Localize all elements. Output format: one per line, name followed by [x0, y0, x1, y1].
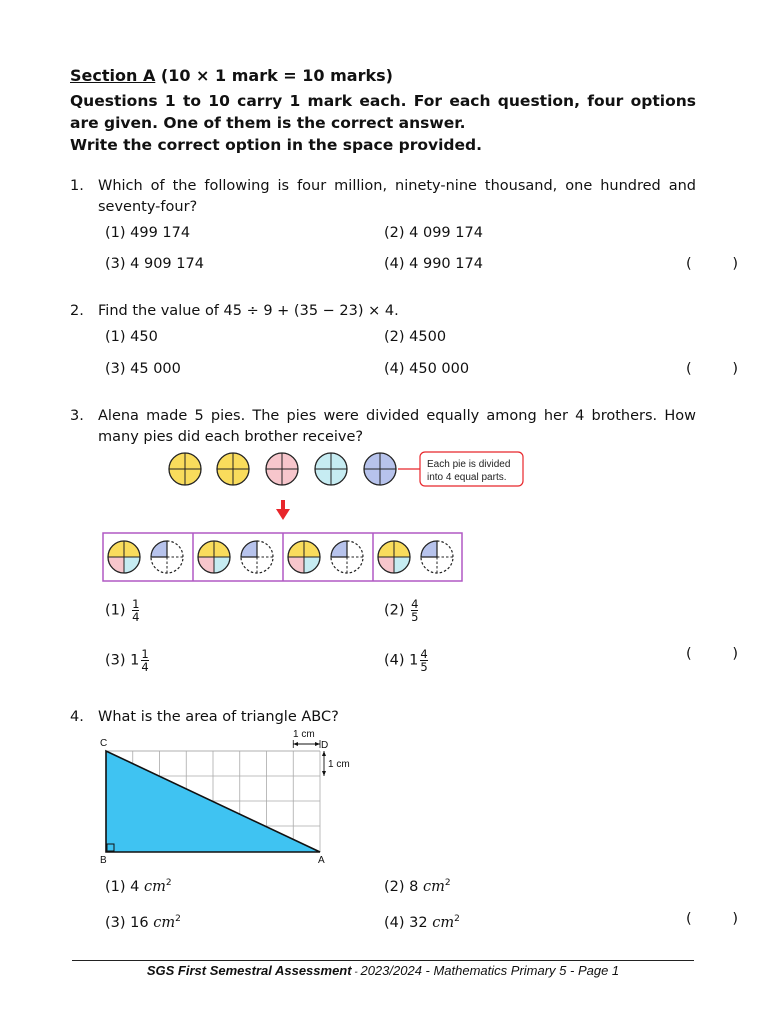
option-value: 16: [130, 915, 149, 931]
denominator: 5: [411, 610, 419, 624]
fraction: [411, 598, 418, 623]
q1-option-1: (1) 499 174: [105, 225, 191, 241]
unit: cm: [144, 879, 166, 895]
question-3: [70, 406, 696, 450]
whole-number: 1: [130, 652, 140, 669]
section-marks: (10 × 1 mark = 10 marks): [160, 66, 393, 85]
section-title: Section A: [70, 66, 156, 85]
pie-whole-blue: [364, 453, 396, 485]
vertex-label-d: D: [321, 740, 329, 751]
exponent: 2: [175, 914, 181, 924]
option-label: (4): [384, 915, 405, 931]
question-2: [70, 301, 696, 325]
option-label: (4): [384, 652, 405, 669]
close-bracket: ): [732, 646, 738, 662]
open-bracket: (: [686, 646, 692, 662]
vertex-label-c: C: [100, 738, 108, 749]
numerator: 4: [411, 597, 419, 611]
q4-option-2: [384, 878, 451, 895]
unit: cm: [153, 915, 176, 931]
q2-option-2: (2) 4500: [384, 329, 447, 345]
brother-share: [198, 541, 273, 573]
denominator: 5: [420, 660, 428, 674]
option-label: (2): [384, 602, 405, 619]
question-text: Which of the following is four million, ninety-nine thousand, one hundred and seventy-four?: [98, 178, 696, 215]
footer-sep: -: [351, 967, 361, 978]
open-bracket: (: [686, 911, 692, 927]
q2-option-3: (3) 45 000: [105, 361, 181, 377]
callout-text-2: into 4 equal parts.: [427, 472, 507, 483]
q1-answer-space[interactable]: [686, 256, 738, 272]
pie-whole-pink: [266, 453, 298, 485]
option-label: (3): [105, 915, 126, 931]
q4-option-1: [105, 878, 172, 895]
denominator: 4: [132, 610, 140, 624]
fraction: [132, 598, 139, 623]
option-label: (2): [384, 879, 405, 895]
section-header: [70, 66, 393, 85]
question-number: 4.: [70, 709, 84, 725]
q4-option-3: [105, 914, 181, 931]
fraction: [420, 648, 427, 673]
denominator: 4: [141, 660, 149, 674]
q3-option-2: [384, 598, 418, 623]
question-text: What is the area of triangle ABC?: [98, 709, 339, 725]
page-footer: [72, 963, 694, 978]
unit-label-vertical: 1 cm: [328, 759, 350, 770]
unit: cm: [432, 915, 455, 931]
q3-option-4: [384, 648, 428, 673]
q4-answer-space[interactable]: [686, 911, 738, 927]
option-label: (1): [105, 602, 126, 619]
down-arrow-icon: [276, 500, 290, 520]
question-text: Alena made 5 pies. The pies were divided equally among her 4 brothers. How many pies did each brother receive?: [98, 408, 696, 445]
open-bracket: (: [686, 361, 692, 377]
pie-whole-yellow: [217, 453, 249, 485]
option-value: 4: [130, 879, 140, 895]
numerator: 4: [420, 647, 428, 661]
open-bracket: (: [686, 256, 692, 272]
option-value: 32: [409, 915, 428, 931]
footer-rest: 2023/2024 - Mathematics Primary 5 - Page 1: [360, 963, 620, 978]
callout-text-1: Each pie is divided: [427, 459, 511, 470]
option-label: (3): [105, 652, 126, 669]
q2-option-1: (1) 450: [105, 329, 158, 345]
question-number: 3.: [70, 408, 84, 424]
numerator: 1: [132, 597, 140, 611]
fraction: [141, 648, 148, 673]
q2-answer-space[interactable]: [686, 361, 738, 377]
question-number: 1.: [70, 178, 84, 194]
pie-whole-yellow: [169, 453, 201, 485]
vertex-label-a: A: [318, 855, 325, 866]
close-bracket: ): [732, 911, 738, 927]
brother-share: [108, 541, 183, 573]
exponent: 2: [454, 914, 460, 924]
footer-school: SGS First Semestral Assessment: [146, 963, 352, 978]
option-value: 8: [409, 879, 419, 895]
q1-option-2: (2) 4 099 174: [384, 225, 483, 241]
question-number: 2.: [70, 303, 84, 319]
exponent: 2: [165, 878, 172, 888]
q3-option-1: [105, 598, 139, 623]
q1-option-3: (3) 4 909 174: [105, 256, 204, 272]
unit: cm: [423, 879, 445, 895]
vertex-label-b: B: [100, 855, 107, 866]
q1-option-4: (4) 4 990 174: [384, 256, 483, 272]
option-label: (1): [105, 879, 126, 895]
instructions-line-2: Write the correct option in the space provided.: [70, 136, 482, 154]
unit-label-horizontal: 1 cm: [293, 729, 315, 740]
close-bracket: ): [732, 361, 738, 377]
footer-divider: [72, 960, 694, 961]
exponent: 2: [444, 878, 451, 888]
pie-whole-cyan: [315, 453, 347, 485]
instructions-line-1: Questions 1 to 10 carry 1 mark each. For each question, four options are given. One of them is the correct answer.: [70, 92, 696, 132]
brother-share: [288, 541, 363, 573]
q4-option-4: [384, 914, 460, 931]
brother-share: [378, 541, 453, 573]
question-text: Find the value of 45 ÷ 9 + (35 − 23) × 4.: [98, 303, 399, 319]
pies-figure: [100, 448, 530, 588]
whole-number: 1: [409, 652, 419, 669]
q3-option-3: [105, 648, 149, 673]
numerator: 1: [141, 647, 149, 661]
q2-option-4: (4) 450 000: [384, 361, 470, 377]
q3-answer-space[interactable]: [686, 646, 738, 662]
close-bracket: ): [732, 256, 738, 272]
triangle-figure: [96, 726, 366, 866]
